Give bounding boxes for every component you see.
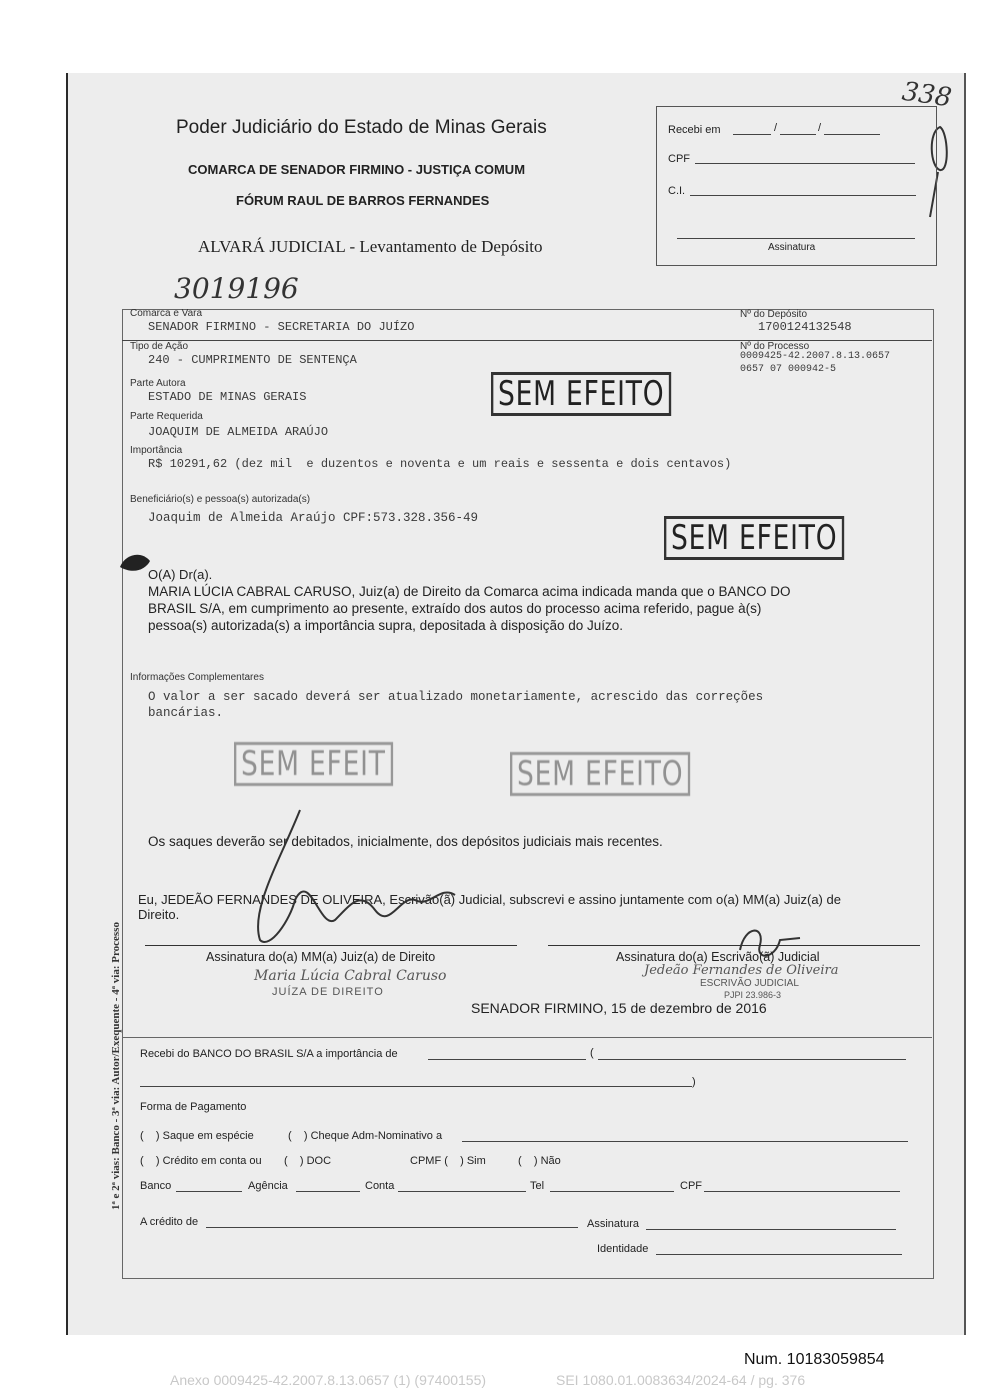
clerk-stamp-title: ESCRIVÃO JUDICIAL [700, 978, 799, 989]
salutation: O(A) Dr(a). [148, 567, 213, 582]
escrivao-text-1: Eu, JEDEÃO FERNANDES DE OLIVEIRA, Escrivão(ã) Judicial, subscrevi e assino juntamente com o(a) MM(a) Juiz(a) de [138, 892, 841, 907]
beneficiario-label: Beneficiário(s) e pessoa(s) autorizada(s) [130, 494, 311, 505]
info-line-1: O valor a ser sacado deverá ser atualizado monetariamente, acrescido das correções [148, 690, 764, 704]
importancia-label: Importância [130, 445, 183, 456]
comarca-title: COMARCA DE SENADOR FIRMINO - JUSTIÇA COMUM [188, 162, 526, 177]
info-line-2: bancárias. [148, 706, 224, 720]
judge-stamp-title: JUÍZA DE DIREITO [272, 986, 384, 998]
court-name: Poder Judiciário do Estado de Minas Gerais [176, 117, 547, 138]
cpmf-nao-checkbox[interactable]: ( ) Não [518, 1155, 561, 1167]
assinatura-bank-label: Assinatura [587, 1218, 639, 1230]
a-credito-label: A crédito de [140, 1216, 199, 1228]
processo-label: Nº do Processo [740, 341, 810, 352]
saque-checkbox[interactable]: ( ) Saque em espécie [140, 1130, 254, 1142]
cpf-bank-label: CPF [680, 1180, 702, 1192]
document-type: ALVARÁ JUDICIAL - Levantamento de Depósito [198, 237, 543, 256]
body-line-1: MARIA LÚCIA CABRAL CARUSO, Juiz(a) de Direito da Comarca acima indicada manda que o BANCO DO [148, 584, 791, 599]
conta-label: Conta [365, 1180, 395, 1192]
page-number-handwritten: 338 [900, 76, 954, 114]
autora-label: Parte Autora [130, 378, 186, 389]
bank-receipt-text: Recebi do BANCO DO BRASIL S/A a importância de [140, 1048, 398, 1060]
comarca-label: Comarca e Vara [130, 308, 203, 319]
processo-value: 0009425-42.2007.8.13.0657 [740, 351, 891, 362]
assinatura-caption: Assinatura [768, 242, 816, 253]
deposito-value: 1700124132548 [758, 320, 852, 334]
autora-value: ESTADO DE MINAS GERAIS [148, 390, 307, 404]
cpmf-sim-checkbox[interactable]: CPMF ( ) Sim [410, 1155, 486, 1167]
handwritten-reference: 3019196 [174, 272, 299, 305]
body-line-3: pessoa(s) autorizada(s) a importância supra, depositada à disposição do Juízo. [148, 618, 624, 633]
importancia-value: R$ 10291,62 (dez mil e duzentos e noventa e um reais e sessenta e dois centavos) [148, 457, 732, 471]
info-label: Informações Complementares [130, 672, 264, 683]
faded-stamp-2: SEM EFEITO [510, 752, 690, 796]
escrivao-text-2: Direito. [138, 907, 180, 922]
cheque-checkbox[interactable]: ( ) Cheque Adm-Nominativo a [288, 1130, 443, 1142]
identidade-label: Identidade [597, 1243, 649, 1255]
forma-pagamento-label: Forma de Pagamento [140, 1101, 247, 1113]
credito-checkbox[interactable]: ( ) Crédito em conta ou [140, 1155, 262, 1167]
side-vias-text: 1ª e 2ª vias: Banco - 3ª via: Autor/Exequente - 4ª via: Processo [110, 922, 122, 1210]
place-date: SENADOR FIRMINO, 15 de dezembro de 2016 [471, 1000, 767, 1016]
requerida-value: JOAQUIM DE ALMEIDA ARAÚJO [148, 425, 329, 439]
banco-label: Banco [140, 1180, 172, 1192]
sei-reference: SEI 1080.01.0083634/2024-64 / pg. 376 [556, 1372, 806, 1388]
recebi-em-label: Recebi em [668, 124, 721, 136]
saques-note: Os saques deverão ser debitados, inicialmente, dos depósitos judiciais mais recentes. [148, 834, 663, 849]
cpf-label: CPF [668, 153, 690, 165]
judge-stamp-name: Maria Lúcia Cabral Caruso [254, 968, 447, 984]
tel-label: Tel [530, 1180, 545, 1192]
comarca-value: SENADOR FIRMINO - SECRETARIA DO JUÍZO [148, 320, 415, 334]
agencia-label: Agência [248, 1180, 288, 1192]
clerk-signature-caption: Assinatura do(a) Escrivão(ã) Judicial [616, 950, 820, 964]
tipo-label: Tipo de Ação [130, 341, 189, 352]
judge-signature-icon [240, 800, 470, 960]
tipo-value: 240 - CUMPRIMENTO DE SENTENÇA [148, 353, 357, 367]
faded-stamp-1: SEM EFEIT [234, 742, 393, 786]
annex-reference: Anexo 0009425-42.2007.8.13.0657 (1) (97400155) [170, 1372, 487, 1388]
doc-checkbox[interactable]: ( ) DOC [284, 1155, 332, 1167]
judge-signature-caption: Assinatura do(a) MM(a) Juiz(a) de Direito [206, 950, 436, 964]
body-line-2: BRASIL S/A, em cumprimento ao presente, extraído dos autos do processo acima referido, pague à(s) [148, 601, 762, 616]
sem-efeito-stamp-2: SEM EFEITO [664, 516, 844, 560]
clerk-stamp-reg: PJPI 23.986-3 [724, 990, 782, 1000]
sem-efeito-stamp: SEM EFEITO [491, 372, 671, 416]
document-number: Num. 10183059854 [744, 1351, 885, 1368]
forum-title: FÓRUM RAUL DE BARROS FERNANDES [236, 193, 490, 208]
beneficiario-value: Joaquim de Almeida Araújo CPF:573.328.356-49 [148, 511, 479, 525]
processo-value-alt: 0657 07 000942-5 [740, 364, 837, 375]
clerk-stamp-name: Jedeão Fernandes de Oliveira [644, 963, 839, 978]
ci-label: C.I. [668, 185, 686, 197]
requerida-label: Parte Requerida [130, 411, 203, 422]
deposito-label: Nº do Depósito [740, 309, 808, 320]
